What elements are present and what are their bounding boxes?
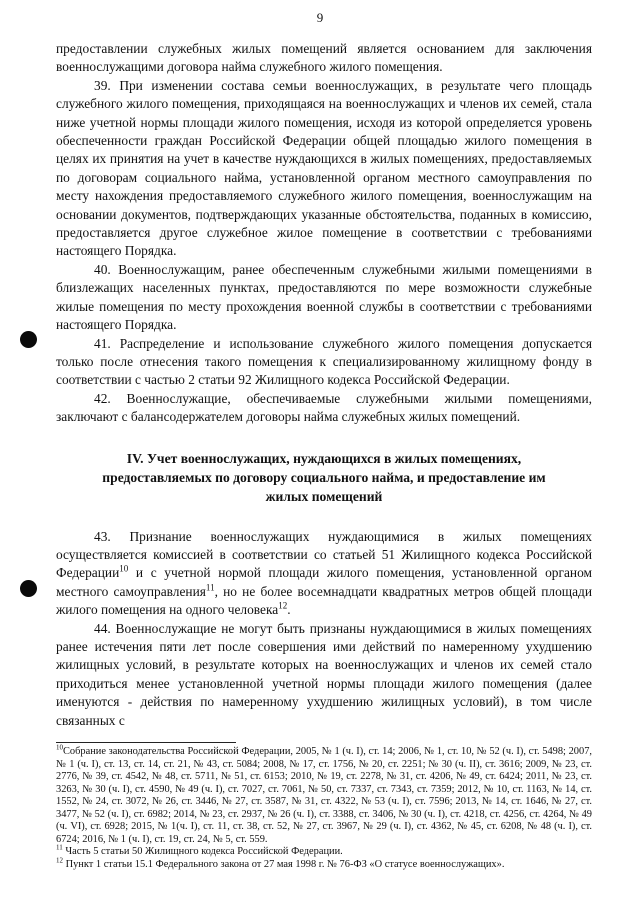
paragraph-41: 41. Распределение и использование служебного жилого помещения допускается только после отнесения такого помещения к специализированному жилищному фонду в соответствии с частью 2 статьи 92 Жилищного кодекса Российской Федерации. (56, 335, 592, 388)
footnote-11-text: Часть 5 статьи 50 Жилищного кодекса Российской Федерации. (62, 846, 343, 857)
section-heading-line-1: IV. Учет военнослужащих, нуждающихся в жилых помещениях, (126, 450, 522, 466)
document-body (56, 40, 592, 730)
footnote-ref-12[interactable]: 12 (278, 600, 288, 611)
paragraph-43-part-3: , но не более восемнадцати квадратных метров общей площади жилого помещения на одного человека (56, 583, 592, 618)
footnote-separator (56, 742, 236, 743)
footnote-mark-11: 11 (56, 843, 63, 852)
paragraph-39: 39. При изменении состава семьи военнослужащих, в результате чего площадь служебного жилого помещения, приходящаяся на военнослужащих и членов их семей, стала ниже учетной нормы площади жилого помещения, исходя из которой определяется уровень обеспеченности граждан Российской Федерации общей площадью жилого помещения в целях их принятия на учет в качестве нуждающихся в жилых помещениях, предоставляемых по договорам социального найма, установленной органом местного самоуправления по месту нахождения предоставляемого служебного жилого помещения, военнослужащим на основании документов, подтверждающих указанные обстоятельства, поданных в комиссию, предоставляется другое служебное жилое помещение в соответствии с требованиями настоящего Порядка. (56, 77, 592, 259)
footnote-ref-11[interactable]: 11 (205, 582, 215, 593)
paragraph-43-part-4: . (287, 602, 291, 618)
paragraph-continuation: предоставлении служебных жилых помещений является основанием для заключения военнослужащими договора найма служебного жилого помещения. (56, 41, 592, 75)
footnote-12-text: Пункт 1 статьи 15.1 Федерального закона от 27 мая 1998 г. № 76-ФЗ «О статусе военнослужащих». (63, 858, 505, 870)
footnote-mark-10: 10 (56, 743, 63, 752)
footnote-11 (56, 843, 592, 859)
section-heading-line-3: жилых помещений (265, 488, 383, 504)
footnote-12 (56, 856, 592, 872)
footnote-mark-12: 12 (56, 856, 63, 865)
paragraph-43-part-1: 43. Признание военнослужащих нуждающимися в жилых помещениях осуществляется комиссией в соответствии со статьей 51 Жилищного кодекса Российской Федерации (56, 528, 592, 581)
binder-hole-bottom (20, 580, 37, 597)
footnote-10-text: Собрание законодательства Российской Федерации, 2005, № 1 (ч. I), ст. 14; 2006, № 1, ст. 10, № 52 (ч. I), ст. 5498; 2007, № 1 (ч. I), ст. 13, ст. 14, ст. 21, № 43, ст. 5084; 2008, № 17, ст. 1756, № 20, ст. 2251; № 30 (ч. II), ст. 3616; 2009, № 23, ст. 2776, № 39, ст. 4542, № 48, ст. 5711, № 51, ст. 6153; 2010, № 19, ст. 2278, № 31, ст. 4206, № 49, ст. 6424; 2011, № 23, ст. 3263, № 30 (ч. I), ст. 4590, № 49 (ч. I), ст. 7027, ст. 7061, № 50, ст. 7337, ст. 7343, ст. 7359; 2012, № 10, ст. 1163, № 14, ст. 1552, № 24, ст. 3072, № 26, ст. 3446, № 27, ст. 3587, № 31, ст. 4322, № 53 (ч. I), ст. 7596; 2013, № 14, ст. 1646, № 27, ст. 3477, № 52 (ч. I), ст. 6982; 2014, № 23, ст. 2937, № 26 (ч. I), ст. 3388, ст. 3406, № 30 (ч. I), ст. 4218, ст. 4256, ст. 4264, № 49 (ч. VI), ст. 6928; 2015, № 1(ч. I), ст. 11, ст. 38, ст. 52, № 27, ст. 3967, № 29 (ч. I), ст. 4362, № 45, ст. 6208, № 48 (ч. I), ст. 6724; 2016, № 1 (ч. I), ст. 19, ст. 24, № 5, ст. 559. (56, 746, 592, 845)
footnote-10 (56, 743, 592, 846)
binder-hole-top (20, 331, 37, 348)
paragraph-43 (56, 528, 592, 620)
paragraph-42: 42. Военнослужащие, обеспечиваемые служебными жилыми помещениями, заключают с балансодержателем договоры найма служебных жилых помещений. (56, 390, 592, 425)
paragraph-43-part-2: и с учетной нормой площади жилого помещения, установленной органом местного самоуправления (56, 565, 592, 599)
footnotes (56, 743, 592, 871)
paragraph-40: 40. Военнослужащим, ранее обеспеченным служебными жилыми помещениями в близлежащих населенных пунктах, предоставляются по мере возможности служебные жилые помещения по месту прохождения военной службы в соответствии с требованиями настоящего Порядка. (56, 261, 592, 333)
paragraph-44: 44. Военнослужащие не могут быть признаны нуждающимися в жилых помещениях ранее истечения пяти лет после совершения ими действий по намеренному ухудшению жилищных условий, в результате которых на военнослужащих и членов их семей стало приходиться менее установленной учетной нормы площади жилого помещения (далее именуются - действия по намеренному ухудшению жилищных условий), в том числе связанных с (56, 620, 592, 728)
footnote-ref-10[interactable]: 10 (119, 563, 129, 574)
section-heading-line-2: предоставляемых по договору социального найма, и предоставление им (102, 469, 546, 485)
section-heading (70, 449, 578, 506)
page-number: 9 (316, 10, 324, 25)
